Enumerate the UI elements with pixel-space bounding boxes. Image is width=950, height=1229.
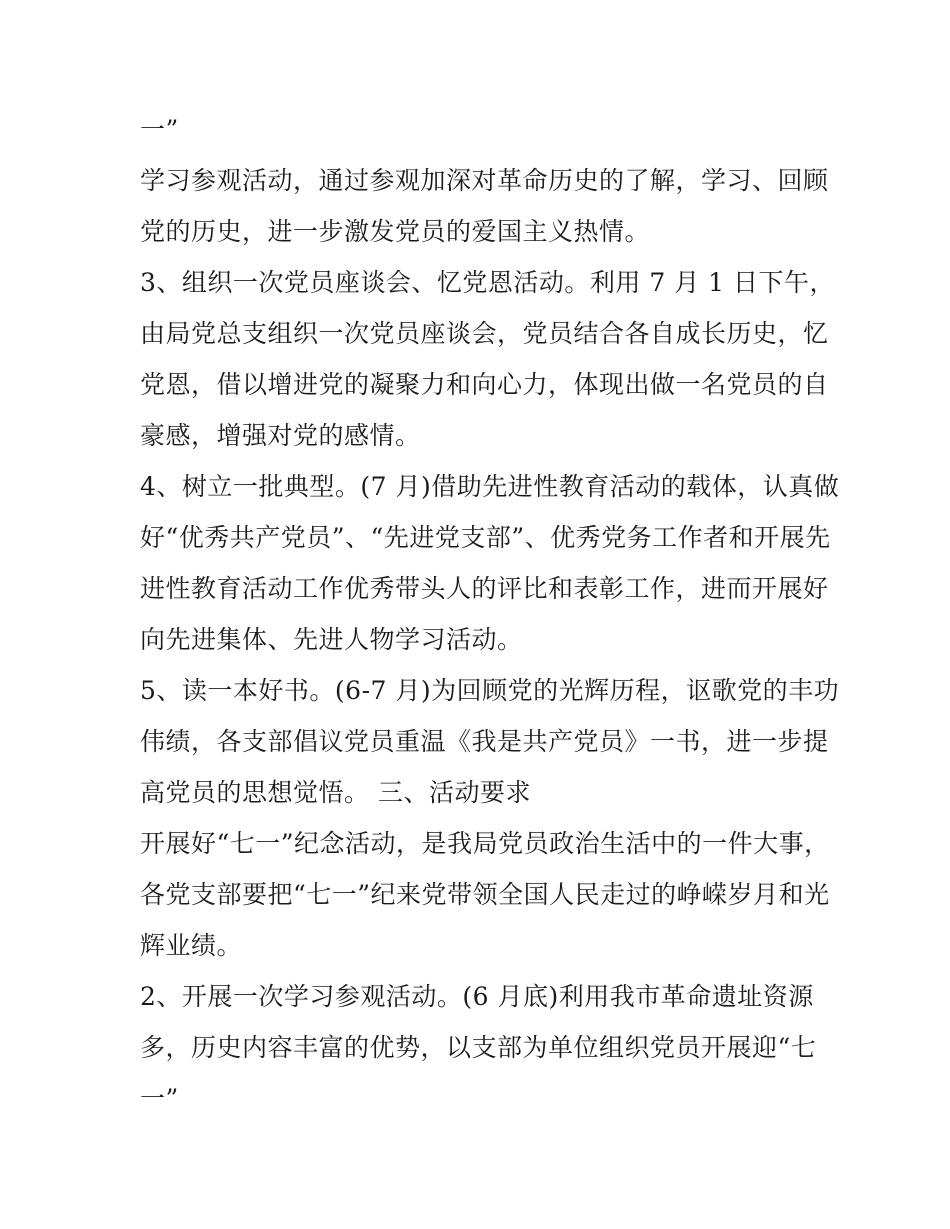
text-line: 进性教育活动工作优秀带头人的评比和表彰工作，进而开展好 (140, 574, 829, 603)
text-line: 由局党总支组织一次党员座谈会，党员结合各自成长历史，忆 (140, 319, 829, 348)
text-line: 3、组织一次党员座谈会、忆党恩活动。利用 7 月 1 日下午， (140, 268, 836, 297)
text-line: 多，历史内容丰富的优势，以支部为单位组织党员开展迎“七 (140, 1033, 817, 1062)
text-line: 各党支部要把“七一”纪来党带领全国人民走过的峥嵘岁月和光 (140, 880, 830, 909)
text-line: 伟绩，各支部倡议党员重温《我是共产党员》一书，进一步提 (140, 727, 829, 756)
text-line: 5、读一本好书。(6-7 月)为回顾党的光辉历程，讴歌党的丰功 (140, 676, 840, 705)
text-line: 2、开展一次学习参观活动。(6 月底)利用我市革命遗址资源 (140, 982, 814, 1011)
text-line: 4、树立一批典型。(7 月)借助先进性教育活动的载体，认真做 (140, 472, 840, 501)
text-line: 学习参观活动，通过参观加深对革命历史的了解，学习、回顾 (140, 166, 829, 195)
text-line: 豪感，增强对党的感情。 (140, 421, 421, 450)
text-line: 一” (140, 115, 179, 144)
text-line: 党的历史，进一步激发党员的爱国主义热情。 (140, 217, 651, 246)
text-line: 党恩，借以增进党的凝聚力和向心力，体现出做一名党员的自 (140, 370, 829, 399)
text-line: 好“优秀共产党员”、“先进党支部”、优秀党务工作者和开展先 (140, 523, 831, 552)
text-line: 开展好“七一”纪念活动，是我局党员政治生活中的一件大事， (140, 829, 830, 858)
text-line: 向先进集体、先进人物学习活动。 (140, 625, 523, 654)
text-line: 辉业绩。 (140, 931, 243, 960)
text-line: 一” (140, 1084, 179, 1113)
text-line: 高党员的思想觉悟。 三、活动要求 (140, 778, 531, 807)
